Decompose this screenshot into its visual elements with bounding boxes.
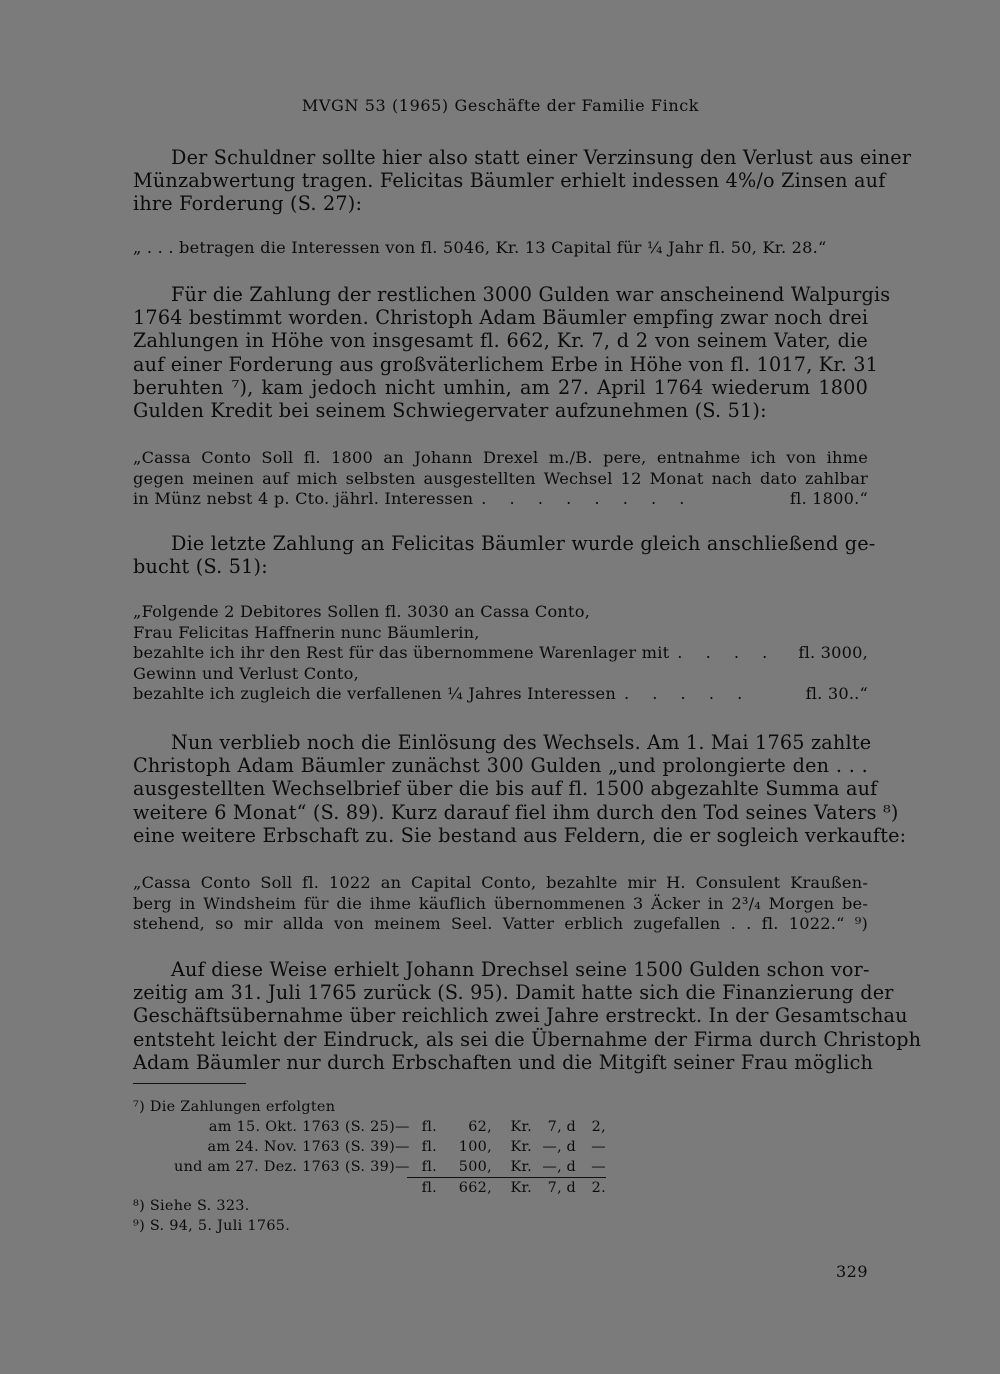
ledger-amount: fl. 3000, [798, 643, 868, 662]
currency-fl: fl. [421, 1119, 437, 1135]
paragraph-2 [133, 283, 891, 423]
ledger-row [133, 489, 868, 510]
payment-date: am 15. Okt. 1763 (S. 25) [208, 1119, 395, 1135]
total-amount-kr: 7, [547, 1180, 562, 1196]
text-line: Christoph Adam Bäumler zunächst 300 Gulden „und prolongierte den . . . [133, 754, 868, 778]
text-line: Zahlungen in Höhe von insgesamt fl. 662, Kr. 7, d 2 von seinem Vater, die [133, 329, 868, 353]
text-line: Münzabwertung tragen. Felicitas Bäumler erhielt indessen 4%/o Zinsen auf [133, 169, 886, 193]
text-line: entsteht leicht der Eindruck, als sei die Übernahme der Firma durch Christoph [133, 1027, 922, 1051]
amount-d: — [576, 1157, 606, 1178]
dash: — [395, 1159, 410, 1175]
amount-d: 2, [591, 1119, 606, 1135]
text-line: stehend, so mir allda von meinem Seel. Vatter erblich zugefallen . . fl. 1022.“ ⁹) [133, 914, 868, 933]
text-line: Der Schuldner sollte hier also statt einer Verzinsung den Verlust aus einer [171, 146, 912, 169]
text-line: Gulden Kredit bei seinem Schwiegervater aufzunehmen (S. 51): [133, 399, 767, 423]
quote-4 [133, 873, 868, 935]
amount-fl: 500, [437, 1157, 492, 1178]
footnote-table [133, 1117, 868, 1198]
amount-fl: 62, [468, 1119, 492, 1135]
currency-d: d [566, 1119, 576, 1135]
amount-kr: 7, [547, 1119, 562, 1135]
text-line: Adam Bäumler nur durch Erbschaften und die Mitgift seiner Frau möglich [133, 1050, 874, 1074]
paragraph-4 [133, 731, 907, 847]
ledger-dots: . . . . [677, 643, 777, 662]
text-line: „Folgende 2 Debitores Sollen fl. 3030 an Cassa Conto, [133, 602, 591, 621]
running-header: MVGN 53 (1965) Geschäfte der Familie Finck [301, 96, 700, 115]
text-line: bucht (S. 51): [133, 555, 268, 579]
dash [395, 1178, 407, 1198]
text-line: weitere 6 Monat“ (S. 89). Kurz darauf fiel ihm durch den Tod seines Vaters ⁸) [133, 800, 899, 824]
text-line: ihre Forderung (S. 27): [133, 192, 363, 216]
currency-d: d [562, 1157, 576, 1178]
total-amount-d: 2. [591, 1180, 606, 1196]
ledger-row [133, 684, 868, 705]
page-number: 329 [835, 1262, 868, 1281]
ledger-text: in Münz nebst 4 p. Cto. jährl. Interessen [133, 489, 474, 508]
dash: — [395, 1119, 410, 1135]
ledger-dots: . . . . . . . . [481, 489, 694, 508]
text-line: auf einer Forderung aus großväterlichem Erbe in Höhe von fl. 1017, Kr. 31 [133, 352, 879, 376]
footnote-9: ⁹) S. 94, 5. Juli 1765. [133, 1218, 291, 1234]
payment-date: am 24. Nov. 1763 (S. 39) [207, 1139, 395, 1155]
footnote-intro: ⁷) Die Zahlungen erfolgten [133, 1099, 336, 1115]
text-line: Die letzte Zahlung an Felicitas Bäumler wurde gleich anschließend ge- [171, 532, 876, 555]
currency-kr: Kr. [510, 1119, 532, 1135]
ledger-amount: fl. 30..“ [805, 684, 868, 703]
currency-fl: fl. [421, 1139, 437, 1155]
paragraph-1 [133, 146, 912, 216]
text-line: 1764 bestimmt worden. Christoph Adam Bäumler empfing zwar noch drei [133, 306, 869, 330]
paragraph-3 [133, 532, 876, 579]
quote-1 [133, 238, 868, 259]
paragraph-5 [133, 958, 922, 1074]
text-line: ausgestellten Wechselbrief über die bis auf fl. 1500 abgezahlte Summa auf [133, 777, 878, 801]
text-line: Geschäftsübernahme über reichlich zwei Jahre erstreckt. In der Gesamtschau [133, 1004, 908, 1028]
text-line: Nun verblieb noch die Einlösung des Wechsels. Am 1. Mai 1765 zahlte [171, 731, 872, 754]
footnote-7 [133, 1097, 868, 1198]
total-currency-kr: Kr. [510, 1180, 532, 1196]
text-line: „ . . . betragen die Interessen von fl. 5046, Kr. 13 Capital für ¼ Jahr fl. 50, Kr. 28.“ [133, 238, 827, 257]
currency-kr: Kr. [492, 1157, 532, 1178]
quote-2 [133, 448, 868, 510]
text-line: berg in Windsheim für die ihme käuflich übernommenen 3 Äcker in 2³/₄ Morgen be- [133, 893, 868, 913]
text-line: gegen meinen auf mich selbsten ausgestellten Wechsel 12 Monat nach dato zahlbar [133, 468, 868, 488]
payment-date: und am 27. Dez. 1763 (S. 39) [174, 1159, 395, 1175]
ledger-row [133, 643, 868, 664]
currency-fl: fl. [407, 1157, 437, 1178]
dash: — [395, 1139, 410, 1155]
text-line: Auf diese Weise erhielt Johann Drechsel seine 1500 Gulden schon vor- [171, 958, 870, 981]
footnote-divider [133, 1083, 246, 1084]
footnote-8: ⁸) Siehe S. 323. [133, 1198, 250, 1214]
text-line: „Cassa Conto Soll fl. 1800 an Johann Drexel m./B. pere, entnahme ich von ihme [133, 448, 868, 467]
text-line: Gewinn und Verlust Conto, [133, 663, 359, 683]
currency-d: d [566, 1139, 576, 1155]
total-amount-fl: 662, [458, 1180, 492, 1196]
payment-date [133, 1178, 395, 1198]
text-line: „Cassa Conto Soll fl. 1022 an Capital Conto, bezahlte mir H. Consulent Kraußen- [133, 873, 868, 892]
ledger-amount: fl. 1800.“ [789, 489, 868, 508]
total-currency-fl: fl. [421, 1180, 437, 1196]
text-line: eine weitere Erbschaft zu. Sie bestand aus Feldern, die er sogleich verkaufte: [133, 823, 907, 847]
ledger-dots: . . . . . [623, 684, 752, 703]
amount-kr: —, [542, 1139, 562, 1155]
text-line: zeitig am 31. Juli 1765 zurück (S. 95). Damit hatte sich die Finanzierung der [133, 981, 894, 1005]
total-currency-d: d [566, 1180, 576, 1196]
quote-3 [133, 602, 868, 705]
text-line: Frau Felicitas Haffnerin nunc Bäumlerin, [133, 622, 480, 642]
ledger-text: bezahlte ich zugleich die verfallenen ¼ Jahres Interessen [133, 684, 616, 703]
amount-d: — [591, 1139, 606, 1155]
currency-kr: Kr. [510, 1139, 532, 1155]
text-line: beruhten ⁷), kam jedoch nicht umhin, am 27. April 1764 wiederum 1800 [133, 375, 868, 399]
amount-fl: 100, [458, 1139, 492, 1155]
ledger-text: bezahlte ich ihr den Rest für das übernommene Warenlager mit [133, 643, 670, 662]
text-line: Für die Zahlung der restlichen 3000 Gulden war anscheinend Walpurgis [171, 283, 891, 306]
amount-kr: —, [532, 1157, 562, 1178]
